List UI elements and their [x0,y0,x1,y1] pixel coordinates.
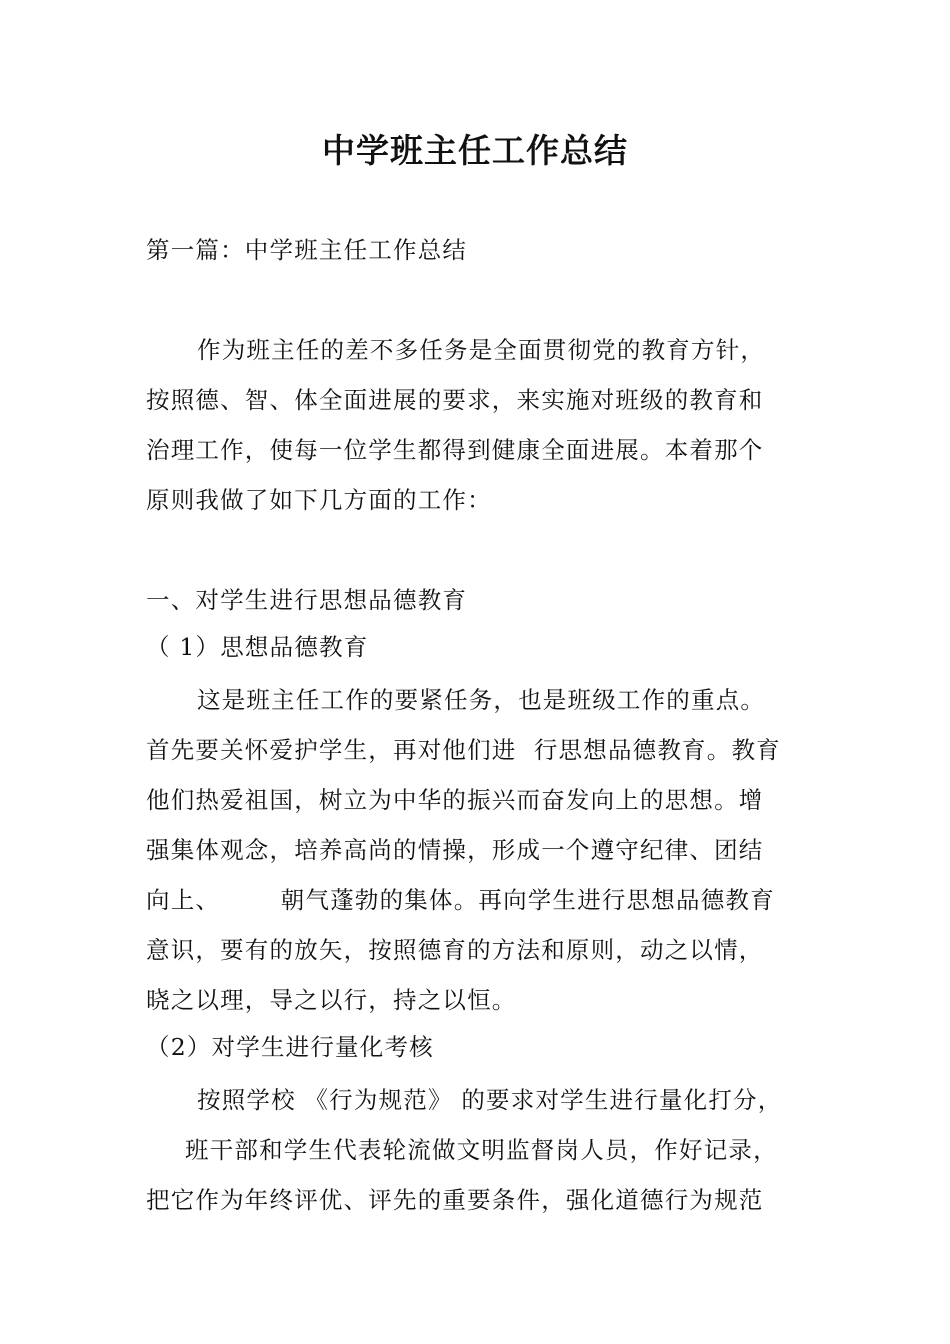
body-line: 按照学校 《行为规范》 的要求对学生进行量化打分， [197,1086,783,1114]
intro-line: 治理工作，使每一位学生都得到健康全面进展。本着那个 [146,436,764,464]
body-line: 向上、 朝气蓬勃的集体。再向学生进行思想品德教育 [146,886,775,914]
body-line: 意识，要有的放矢，按照德育的方法和原则，动之以情， [146,936,764,964]
section-heading: 一、对学生进行思想品德教育 [146,586,468,614]
body-line: 把它作为年终评优、评先的重要条件，强化道德行为规范 [146,1186,764,1214]
body-line: 他们热爱祖国，树立为中华的振兴而奋发向上的思想。增 [146,786,764,814]
intro-line: 按照德、智、体全面进展的要求，来实施对班级的教育和 [146,386,764,414]
body-line: 晓之以理，导之以行，持之以恒。 [146,986,517,1014]
body-line: 强集体观念，培养高尚的情操，形成一个遵守纪律、团结 [146,836,764,864]
subsection-heading: （2）对学生进行量化考核 [146,1033,434,1061]
body-line: 首先要关怀爱护学生，再对他们进 行思想品德教育。教育 [146,736,781,764]
subsection-heading: （ 1）思想品德教育 [146,633,369,661]
body-line: 这是班主任工作的要紧任务，也是班级工作的重点。 [197,686,766,714]
intro-line: 作为班主任的差不多任务是全面贯彻党的教育方针， [197,336,766,364]
document-subtitle: 第一篇：中学班主任工作总结 [146,236,468,264]
intro-line: 原则我做了如下几方面的工作： [146,486,492,514]
document-title: 中学班主任工作总结 [322,131,628,170]
body-line: 班干部和学生代表轮流做文明监督岗人员，作好记录， [185,1136,778,1164]
